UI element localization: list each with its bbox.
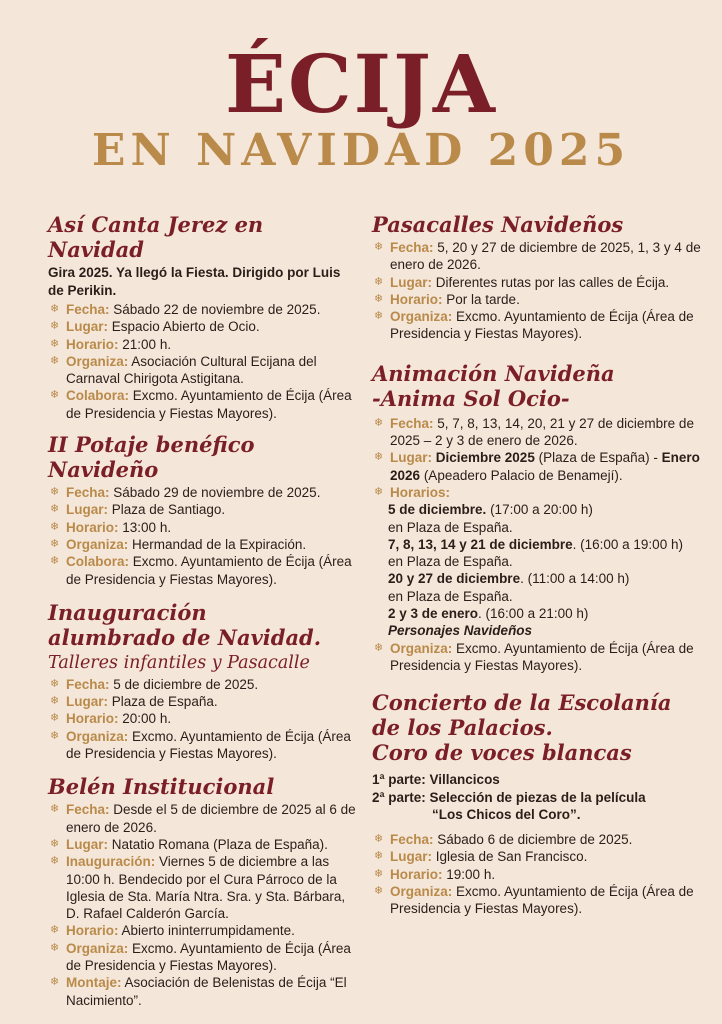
detail-text: Excmo. Ayuntamiento de Écija (Área de Presidencia y Fiestas Mayores). <box>66 728 351 762</box>
page-title: ÉCIJA <box>225 37 497 131</box>
snowflake-icon: ❄ <box>374 241 384 253</box>
detail-text: Espacio Abierto de Ocio. <box>111 319 260 335</box>
detail-item <box>372 640 704 675</box>
horario-date: 7, 8, 13, 14 y 21 de diciembre <box>388 536 573 552</box>
horario-date: 2 y 3 de enero <box>388 606 479 622</box>
detail-text: Plaza de Santiago. <box>111 502 226 518</box>
detail-label: Horarios: <box>390 484 451 500</box>
snowflake-icon: ❄ <box>50 555 60 568</box>
event-intro: Gira 2025. Ya llegó la Fiesta. Dirigido por Luis de Perikin. <box>48 265 341 298</box>
detail-label: Organiza: <box>66 940 129 956</box>
snowflake-icon: ❄ <box>50 695 60 708</box>
detail-item <box>48 553 358 588</box>
horario-place: en Plaza de España. <box>388 588 513 604</box>
snowflake-icon: ❄ <box>50 389 60 402</box>
detail-text: Excmo. Ayuntamiento de Écija (Área de Presidencia y Fiestas Mayores). <box>390 884 694 917</box>
event-details <box>48 301 358 422</box>
detail-item <box>48 501 358 518</box>
detail-text: Excmo. Ayuntamiento de Écija (Área de Presidencia y Fiestas Mayores). <box>66 388 352 421</box>
event-pasacalles <box>372 212 704 343</box>
event-title-line: de los Palacios. <box>372 715 553 741</box>
horario-date: 20 y 27 de diciembre <box>388 571 521 587</box>
detail-text: Sábado 29 de noviembre de 2025. <box>113 485 321 501</box>
event-subtitle: Talleres infantiles y Pasacalle <box>48 652 310 673</box>
detail-item <box>48 853 358 922</box>
detail-text: Asociación de Belenistas de Écija “El Nacimiento”. <box>66 975 347 1008</box>
right-column <box>372 212 704 918</box>
snowflake-icon: ❄ <box>374 416 384 429</box>
event-title <box>48 600 358 650</box>
detail-item <box>372 415 704 450</box>
horarios-list <box>372 501 704 639</box>
page-subtitle: EN NAVIDAD 2025 <box>91 125 631 176</box>
detail-item <box>48 693 358 710</box>
event-details <box>48 676 358 762</box>
event-belen-institucional <box>48 774 358 1009</box>
part-text: Selección de piezas de la película <box>429 789 646 805</box>
detail-text: 5, 20 y 27 de diciembre de 2025, 1, 3 y 4 de enero de 2026. <box>390 240 701 273</box>
detail-item <box>48 484 358 501</box>
horario-row <box>388 605 704 622</box>
snowflake-icon: ❄ <box>50 855 60 868</box>
part-text: “Los Chicos del Coro”. <box>432 806 581 822</box>
detail-item <box>372 291 704 308</box>
detail-item <box>48 536 358 553</box>
snowflake-icon: ❄ <box>50 803 60 816</box>
detail-item <box>372 484 704 501</box>
event-title-line: -Anima Sol Ocio- <box>372 385 570 411</box>
detail-text: Natatio Romana (Plaza de España). <box>111 836 328 852</box>
detail-item <box>48 336 358 353</box>
personajes-note: Personajes Navideños <box>388 623 533 639</box>
detail-label: Organiza: <box>390 309 453 325</box>
event-title <box>372 690 704 765</box>
snowflake-icon: ❄ <box>374 885 384 898</box>
snowflake-icon: ❄ <box>50 503 60 516</box>
detail-label: Organiza: <box>66 536 129 552</box>
snowflake-icon: ❄ <box>374 867 384 880</box>
detail-label: Fecha: <box>390 240 434 255</box>
event-title: Así Canta Jerez en Navidad <box>48 212 264 262</box>
concert-program <box>372 771 704 823</box>
snowflake-icon: ❄ <box>50 941 60 954</box>
snowflake-icon: ❄ <box>50 837 60 850</box>
detail-text: 20:00 h. <box>122 711 172 727</box>
detail-label: Horario: <box>390 291 443 307</box>
horario-row <box>388 536 704 553</box>
detail-item <box>48 519 358 536</box>
detail-text: Sábado 6 de diciembre de 2025. <box>437 832 633 848</box>
detail-item <box>48 353 358 388</box>
detail-label: Organiza: <box>66 353 129 369</box>
detail-text: Sábado 22 de noviembre de 2025. <box>113 302 321 317</box>
horario-time: . (11:00 a 14:00 h) <box>520 571 630 587</box>
detail-label: Colabora: <box>66 388 130 404</box>
detail-text: (Apeadero Palacio de Benamejí). <box>423 467 623 483</box>
detail-bold: Diciembre 2025 <box>435 450 535 466</box>
detail-item <box>372 831 704 848</box>
event-title: II Potaje benéfico Navideño <box>48 432 255 483</box>
snowflake-icon: ❄ <box>50 486 60 499</box>
snowflake-icon: ❄ <box>50 537 60 550</box>
detail-label: Fecha: <box>66 676 110 692</box>
detail-text: Viernes 5 de diciembre a las 10:00 h. Bendecido por el Cura Párroco de la Iglesia de Sta. María Ntra. Sra. y Sta. Bárbara, D. Rafael Calderón García. <box>66 854 346 922</box>
detail-label: Horario: <box>66 923 119 939</box>
detail-label: Organiza: <box>66 728 129 744</box>
detail-item <box>372 308 704 343</box>
detail-item <box>48 387 358 422</box>
detail-text: Iglesia de San Francisco. <box>435 849 588 865</box>
event-details <box>372 831 704 917</box>
snowflake-icon: ❄ <box>374 850 384 863</box>
snowflake-icon: ❄ <box>50 337 60 350</box>
horario-row <box>388 570 704 587</box>
detail-text: Abierto ininterrumpidamente. <box>121 923 295 939</box>
detail-label: Horario: <box>66 519 119 535</box>
detail-label: Fecha: <box>66 485 110 501</box>
event-title-line: Animación Navideña <box>372 360 615 386</box>
detail-label: Lugar: <box>390 450 432 466</box>
detail-text: Desde el 5 de diciembre de 2025 al 6 de enero de 2026. <box>66 802 356 835</box>
detail-label: Montaje: <box>66 975 122 991</box>
event-title <box>372 361 704 411</box>
horario-time: . (16:00 a 19:00 h) <box>572 536 683 552</box>
detail-label: Horario: <box>390 866 443 882</box>
detail-text: Asociación Cultural Ecijana del Carnaval Chirigota Astigitana. <box>66 353 317 387</box>
detail-item <box>372 883 704 918</box>
detail-label: Fecha: <box>66 302 110 317</box>
event-details <box>48 484 358 588</box>
snowflake-icon: ❄ <box>50 677 60 690</box>
detail-text: Excmo. Ayuntamiento de Écija (Área de Presidencia y Fiestas Mayores). <box>66 940 351 974</box>
detail-text: 5, 7, 8, 13, 14, 20, 21 y 27 de diciembre de 2025 – 2 y 3 de enero de 2026. <box>390 415 694 449</box>
snowflake-icon: ❄ <box>50 712 60 725</box>
part-label: 1ª parte: <box>372 772 426 788</box>
detail-item <box>372 239 704 274</box>
detail-text: Excmo. Ayuntamiento de Écija (Área de Presidencia y Fiestas Mayores). <box>390 309 694 342</box>
detail-item <box>48 728 358 763</box>
detail-item <box>48 318 358 335</box>
detail-label: Organiza: <box>390 640 453 656</box>
snowflake-icon: ❄ <box>374 485 384 498</box>
detail-item <box>48 301 358 318</box>
horario-time: (17:00 a 20:00 h) <box>490 502 593 518</box>
detail-label: Inauguración: <box>66 854 156 870</box>
part-text: Villancicos <box>429 772 500 788</box>
snowflake-icon: ❄ <box>374 833 384 846</box>
detail-item <box>48 974 358 1009</box>
event-title: Pasacalles Navideños <box>372 212 624 237</box>
detail-text: 5 de diciembre de 2025. <box>113 676 259 692</box>
event-details <box>372 640 704 675</box>
event-title-line: Coro de voces blancas <box>372 740 632 766</box>
detail-text: 13:00 h. <box>122 519 172 535</box>
detail-text: Excmo. Ayuntamiento de Écija (Área de Presidencia y Fiestas Mayores). <box>66 554 352 587</box>
detail-item <box>48 940 358 975</box>
detail-item <box>372 848 704 865</box>
horario-place: en Plaza de España. <box>388 519 513 535</box>
snowflake-icon: ❄ <box>374 451 384 464</box>
left-column <box>48 212 358 1009</box>
detail-text: (Plaza de España) - <box>538 450 658 466</box>
event-asi-canta-jerez <box>48 212 358 422</box>
detail-label: Lugar: <box>66 319 108 335</box>
horario-place: en Plaza de España. <box>388 554 513 570</box>
horario-row <box>388 501 704 518</box>
detail-text: 21:00 h. <box>122 336 172 352</box>
snowflake-icon: ❄ <box>50 729 60 742</box>
detail-label: Horario: <box>66 336 119 352</box>
event-potaje-benefico <box>48 432 358 588</box>
event-concierto-escolania <box>372 690 704 917</box>
detail-text: Por la tarde. <box>446 291 520 307</box>
detail-bold: Enero 2026 <box>390 450 700 483</box>
event-title-line: alumbrado de Navidad. <box>48 624 322 650</box>
detail-label: Lugar: <box>66 694 108 710</box>
event-title-line: Inauguración <box>48 599 207 625</box>
detail-text: Hermandad de la Expiración. <box>132 536 307 552</box>
event-animacion-navidena <box>372 361 704 674</box>
detail-label: Lugar: <box>66 836 108 852</box>
event-details <box>372 239 704 343</box>
detail-text: Plaza de España. <box>111 694 218 710</box>
snowflake-icon: ❄ <box>50 354 60 367</box>
detail-item <box>48 922 358 939</box>
horario-time: . (16:00 a 21:00 h) <box>478 606 589 622</box>
snowflake-icon: ❄ <box>50 520 60 533</box>
detail-item <box>372 274 704 291</box>
detail-text: Excmo. Ayuntamiento de Écija (Área de Presidencia y Fiestas Mayores). <box>390 640 694 673</box>
detail-text: 19:00 h. <box>446 866 496 882</box>
program-part <box>372 789 704 806</box>
part-label: 2ª parte: <box>372 789 426 805</box>
detail-label: Fecha: <box>390 415 434 431</box>
detail-label: Fecha: <box>390 832 434 848</box>
detail-item <box>372 449 704 484</box>
event-title-line: Concierto de la Escolanía <box>372 690 672 716</box>
snowflake-icon: ❄ <box>374 292 384 305</box>
snowflake-icon: ❄ <box>374 641 384 654</box>
detail-label: Lugar: <box>66 502 108 518</box>
snowflake-icon: ❄ <box>50 924 60 937</box>
program-part <box>372 771 704 788</box>
event-details <box>48 801 358 1009</box>
detail-label: Lugar: <box>390 274 432 290</box>
detail-label: Colabora: <box>66 554 130 570</box>
detail-text: Diferentes rutas por las calles de Écija. <box>435 274 670 290</box>
event-inauguracion-alumbrado <box>48 600 358 762</box>
detail-item <box>48 710 358 727</box>
event-details <box>372 415 704 501</box>
detail-label: Fecha: <box>66 802 110 818</box>
detail-label: Organiza: <box>390 884 453 900</box>
detail-item <box>48 676 358 693</box>
horario-date: 5 de diciembre. <box>388 502 487 518</box>
event-title: Belén Institucional <box>48 774 275 800</box>
detail-item <box>48 836 358 853</box>
detail-label: Horario: <box>66 711 119 727</box>
snowflake-icon: ❄ <box>374 275 384 288</box>
detail-item <box>372 866 704 883</box>
snowflake-icon: ❄ <box>374 310 384 323</box>
detail-item <box>48 801 358 836</box>
detail-label: Lugar: <box>390 849 432 865</box>
snowflake-icon: ❄ <box>50 303 60 315</box>
snowflake-icon: ❄ <box>50 320 60 333</box>
snowflake-icon: ❄ <box>50 976 60 989</box>
